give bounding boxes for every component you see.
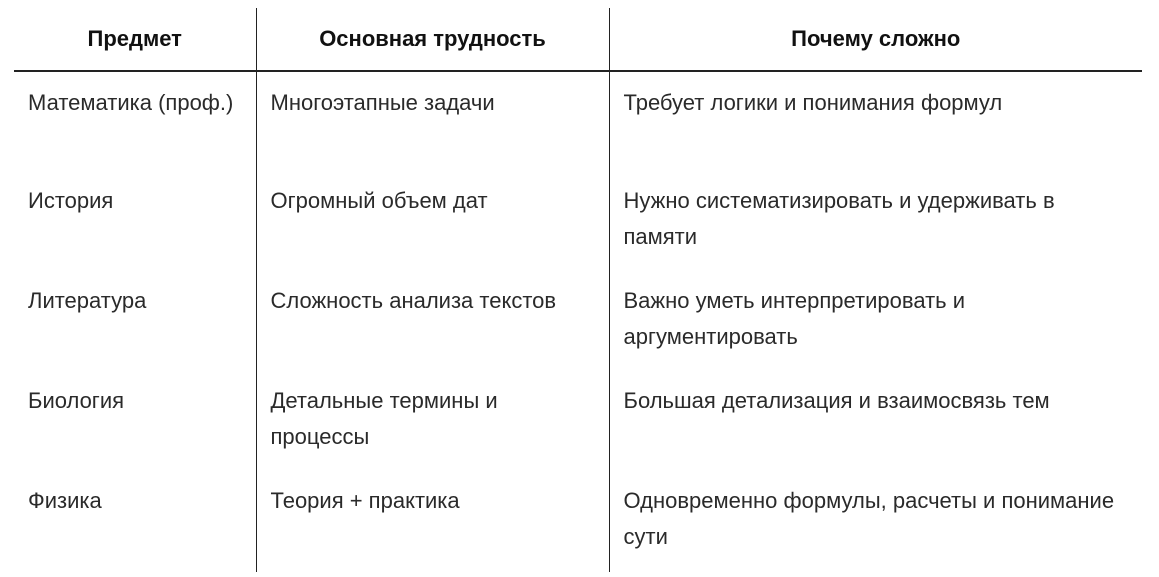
table-row — [14, 71, 1142, 170]
cell-reason: Большая детализация и взаимосвязь тем — [623, 388, 1050, 413]
cell-subject: Математика (проф.) — [14, 71, 256, 170]
cell-subject: Физика — [14, 470, 256, 572]
cell-subject: История — [14, 170, 256, 270]
cell-subject: Литература — [14, 270, 256, 370]
cell-difficulty: Детальные термины и процессы — [256, 370, 609, 470]
cell-reason: Важно уметь интерпретировать и аргументировать — [623, 288, 966, 349]
subjects-difficulty-table — [14, 8, 1142, 572]
table-row — [14, 370, 1142, 470]
cell-difficulty: Сложность анализа текстов — [256, 270, 609, 370]
table-row — [14, 470, 1142, 572]
table-row — [14, 170, 1142, 270]
cell-reason: Требует логики и понимания формул — [623, 90, 1003, 115]
header-why-hard: Почему сложно — [609, 8, 1142, 71]
table-row — [14, 270, 1142, 370]
cell-difficulty: Многоэтапные задачи — [256, 71, 609, 170]
cell-reason: Нужно систематизировать и удерживать в памяти — [623, 188, 1055, 249]
header-main-difficulty: Основная трудность — [256, 8, 609, 71]
cell-difficulty: Теория + практика — [256, 470, 609, 572]
cell-reason: Одновременно формулы, расчеты и понимание сути — [623, 488, 1115, 549]
cell-difficulty: Огромный объем дат — [256, 170, 609, 270]
header-subject: Предмет — [14, 8, 256, 71]
table-header-row — [14, 8, 1142, 71]
cell-subject: Биология — [14, 370, 256, 470]
